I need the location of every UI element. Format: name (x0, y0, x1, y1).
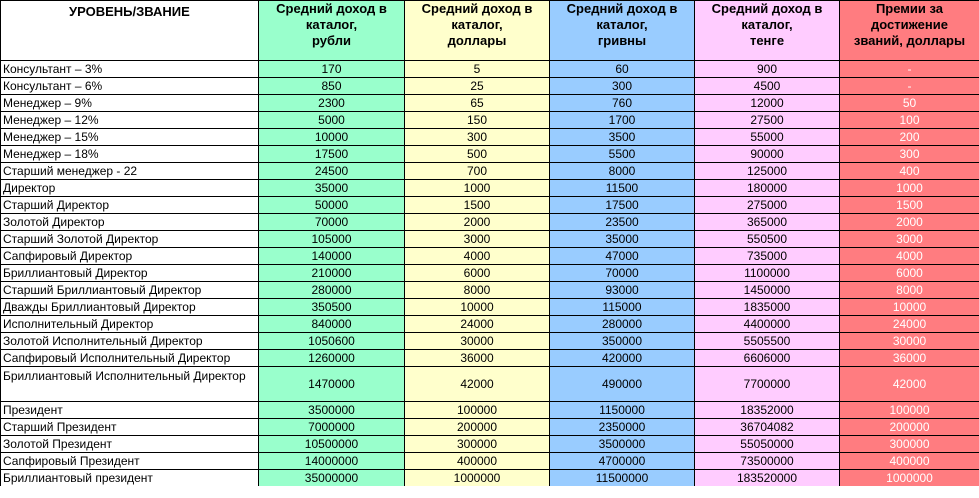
cell-income-usd: 5 (405, 61, 550, 78)
cell-rank-name: Сапфировый Президент (1, 453, 259, 470)
header-kzt: Средний доход в каталог, тенге (695, 1, 840, 61)
cell-income-kzt: 1450000 (695, 282, 840, 299)
cell-income-kzt: 183520000 (695, 470, 840, 487)
cell-rank-name: Консультант – 3% (1, 61, 259, 78)
cell-income-usd: 3000 (405, 231, 550, 248)
cell-income-uah: 115000 (550, 299, 695, 316)
cell-rank-name: Старший Золотой Директор (1, 231, 259, 248)
table-row (1, 282, 979, 299)
cell-income-usd: 300 (405, 129, 550, 146)
cell-premium-usd: 300 (840, 146, 979, 163)
cell-premium-usd: - (840, 61, 979, 78)
cell-income-kzt: 550500 (695, 231, 840, 248)
cell-income-rub: 35000000 (259, 470, 405, 487)
cell-income-rub: 140000 (259, 248, 405, 265)
header-uah: Средний доход в каталог, гривны (550, 1, 695, 61)
cell-income-uah: 23500 (550, 214, 695, 231)
cell-income-uah: 2350000 (550, 419, 695, 436)
cell-income-uah: 11500000 (550, 470, 695, 487)
cell-premium-usd: 36000 (840, 350, 979, 367)
cell-premium-usd: 400 (840, 163, 979, 180)
cell-income-usd: 24000 (405, 316, 550, 333)
cell-rank-name: Старший Бриллиантовый Директор (1, 282, 259, 299)
header-rub: Средний доход в каталог, рубли (259, 1, 405, 61)
cell-income-uah: 420000 (550, 350, 695, 367)
cell-rank-name: Директор (1, 180, 259, 197)
header-usd: Средний доход в каталог, доллары (405, 1, 550, 61)
cell-income-kzt: 18352000 (695, 402, 840, 419)
cell-income-rub: 105000 (259, 231, 405, 248)
cell-income-usd: 200000 (405, 419, 550, 436)
table-row (1, 248, 979, 265)
table-row (1, 350, 979, 367)
cell-rank-name: Старший менеджер - 22 (1, 163, 259, 180)
cell-income-kzt: 1100000 (695, 265, 840, 282)
cell-income-kzt: 12000 (695, 95, 840, 112)
cell-income-rub: 7000000 (259, 419, 405, 436)
cell-rank-name: Менеджер – 12% (1, 112, 259, 129)
table-row (1, 163, 979, 180)
cell-income-usd: 700 (405, 163, 550, 180)
table-row (1, 146, 979, 163)
header-row (1, 1, 979, 61)
cell-income-kzt: 735000 (695, 248, 840, 265)
cell-rank-name: Менеджер – 18% (1, 146, 259, 163)
cell-income-rub: 2300 (259, 95, 405, 112)
cell-income-kzt: 4500 (695, 78, 840, 95)
cell-income-rub: 5000 (259, 112, 405, 129)
cell-income-kzt: 180000 (695, 180, 840, 197)
cell-income-usd: 10000 (405, 299, 550, 316)
cell-premium-usd: 1500 (840, 197, 979, 214)
cell-rank-name: Исполнительный Директор (1, 316, 259, 333)
cell-rank-name: Золотой Президент (1, 436, 259, 453)
table-row (1, 61, 979, 78)
cell-income-kzt: 55000 (695, 129, 840, 146)
cell-premium-usd: 100000 (840, 402, 979, 419)
table-row (1, 197, 979, 214)
table-row (1, 419, 979, 436)
table-row (1, 470, 979, 487)
cell-premium-usd: 8000 (840, 282, 979, 299)
table-row (1, 453, 979, 470)
header-level: УРОВЕНЬ/ЗВАНИЕ (1, 1, 259, 61)
cell-rank-name: Консультант – 6% (1, 78, 259, 95)
cell-income-kzt: 365000 (695, 214, 840, 231)
cell-income-kzt: 1835000 (695, 299, 840, 316)
cell-rank-name: Сапфировый Исполнительный Директор (1, 350, 259, 367)
cell-premium-usd: 3000 (840, 231, 979, 248)
cell-premium-usd: 10000 (840, 299, 979, 316)
cell-income-rub: 1470000 (259, 367, 405, 402)
cell-income-uah: 3500000 (550, 436, 695, 453)
cell-income-kzt: 7700000 (695, 367, 840, 402)
cell-premium-usd: 24000 (840, 316, 979, 333)
cell-rank-name: Старший Президент (1, 419, 259, 436)
cell-income-rub: 17500 (259, 146, 405, 163)
table-row (1, 333, 979, 350)
table-row (1, 95, 979, 112)
table-row (1, 231, 979, 248)
cell-income-uah: 60 (550, 61, 695, 78)
cell-income-usd: 1500 (405, 197, 550, 214)
cell-income-uah: 8000 (550, 163, 695, 180)
cell-income-uah: 17500 (550, 197, 695, 214)
table-row (1, 265, 979, 282)
cell-premium-usd: 200 (840, 129, 979, 146)
table-row (1, 214, 979, 231)
cell-premium-usd: 30000 (840, 333, 979, 350)
cell-rank-name: Менеджер – 15% (1, 129, 259, 146)
header-premium: Премии за достижение званий, доллары (840, 1, 979, 61)
cell-income-uah: 280000 (550, 316, 695, 333)
cell-income-kzt: 275000 (695, 197, 840, 214)
cell-income-kzt: 4400000 (695, 316, 840, 333)
cell-income-uah: 47000 (550, 248, 695, 265)
cell-rank-name: Президент (1, 402, 259, 419)
cell-premium-usd: 4000 (840, 248, 979, 265)
cell-rank-name: Бриллиантовый Исполнительный Директор (1, 367, 259, 402)
cell-income-usd: 2000 (405, 214, 550, 231)
cell-income-rub: 1050600 (259, 333, 405, 350)
cell-income-uah: 70000 (550, 265, 695, 282)
cell-premium-usd: 1000000 (840, 470, 979, 487)
cell-income-usd: 42000 (405, 367, 550, 402)
cell-income-kzt: 6606000 (695, 350, 840, 367)
cell-income-rub: 10500000 (259, 436, 405, 453)
cell-rank-name: Старший Директор (1, 197, 259, 214)
cell-rank-name: Золотой Исполнительный Директор (1, 333, 259, 350)
cell-income-rub: 350500 (259, 299, 405, 316)
cell-premium-usd: 50 (840, 95, 979, 112)
cell-income-kzt: 5505500 (695, 333, 840, 350)
cell-income-uah: 1150000 (550, 402, 695, 419)
cell-premium-usd: 42000 (840, 367, 979, 402)
cell-income-uah: 3500 (550, 129, 695, 146)
cell-premium-usd: 6000 (840, 265, 979, 282)
table-row (1, 402, 979, 419)
cell-income-kzt: 90000 (695, 146, 840, 163)
cell-income-uah: 490000 (550, 367, 695, 402)
cell-income-uah: 760 (550, 95, 695, 112)
table-row (1, 299, 979, 316)
cell-income-uah: 5500 (550, 146, 695, 163)
cell-rank-name: Менеджер – 9% (1, 95, 259, 112)
cell-rank-name: Бриллиантовый президент (1, 470, 259, 487)
cell-income-kzt: 27500 (695, 112, 840, 129)
cell-income-uah: 35000 (550, 231, 695, 248)
cell-income-usd: 25 (405, 78, 550, 95)
cell-premium-usd: - (840, 78, 979, 95)
cell-income-uah: 300 (550, 78, 695, 95)
cell-income-uah: 4700000 (550, 453, 695, 470)
table-body (1, 61, 979, 487)
cell-premium-usd: 1000 (840, 180, 979, 197)
cell-income-kzt: 125000 (695, 163, 840, 180)
cell-income-usd: 65 (405, 95, 550, 112)
table-row (1, 367, 979, 402)
cell-income-usd: 36000 (405, 350, 550, 367)
cell-rank-name: Сапфировый Директор (1, 248, 259, 265)
cell-income-rub: 170 (259, 61, 405, 78)
table-row (1, 180, 979, 197)
cell-income-usd: 150 (405, 112, 550, 129)
cell-income-rub: 24500 (259, 163, 405, 180)
cell-income-rub: 35000 (259, 180, 405, 197)
cell-income-rub: 14000000 (259, 453, 405, 470)
table-row (1, 129, 979, 146)
cell-income-usd: 4000 (405, 248, 550, 265)
cell-income-usd: 300000 (405, 436, 550, 453)
cell-income-uah: 93000 (550, 282, 695, 299)
cell-income-rub: 840000 (259, 316, 405, 333)
cell-income-rub: 10000 (259, 129, 405, 146)
cell-premium-usd: 100 (840, 112, 979, 129)
cell-premium-usd: 2000 (840, 214, 979, 231)
cell-premium-usd: 400000 (840, 453, 979, 470)
cell-income-rub: 850 (259, 78, 405, 95)
cell-premium-usd: 200000 (840, 419, 979, 436)
cell-income-rub: 280000 (259, 282, 405, 299)
cell-income-uah: 11500 (550, 180, 695, 197)
table-row (1, 316, 979, 333)
cell-rank-name: Золотой Директор (1, 214, 259, 231)
cell-rank-name: Бриллиантовый Директор (1, 265, 259, 282)
table-row (1, 112, 979, 129)
cell-income-usd: 30000 (405, 333, 550, 350)
cell-income-uah: 1700 (550, 112, 695, 129)
cell-income-usd: 8000 (405, 282, 550, 299)
cell-income-kzt: 36704082 (695, 419, 840, 436)
table-row (1, 78, 979, 95)
cell-premium-usd: 300000 (840, 436, 979, 453)
cell-income-uah: 350000 (550, 333, 695, 350)
table-row (1, 436, 979, 453)
cell-income-usd: 1000000 (405, 470, 550, 487)
cell-income-kzt: 55050000 (695, 436, 840, 453)
cell-income-kzt: 73500000 (695, 453, 840, 470)
cell-income-usd: 1000 (405, 180, 550, 197)
cell-income-rub: 70000 (259, 214, 405, 231)
cell-income-kzt: 900 (695, 61, 840, 78)
cell-income-usd: 6000 (405, 265, 550, 282)
cell-income-usd: 500 (405, 146, 550, 163)
cell-income-rub: 50000 (259, 197, 405, 214)
cell-income-rub: 210000 (259, 265, 405, 282)
cell-income-rub: 3500000 (259, 402, 405, 419)
cell-rank-name: Дважды Бриллиантовый Директор (1, 299, 259, 316)
cell-income-rub: 1260000 (259, 350, 405, 367)
cell-income-usd: 400000 (405, 453, 550, 470)
cell-income-usd: 100000 (405, 402, 550, 419)
